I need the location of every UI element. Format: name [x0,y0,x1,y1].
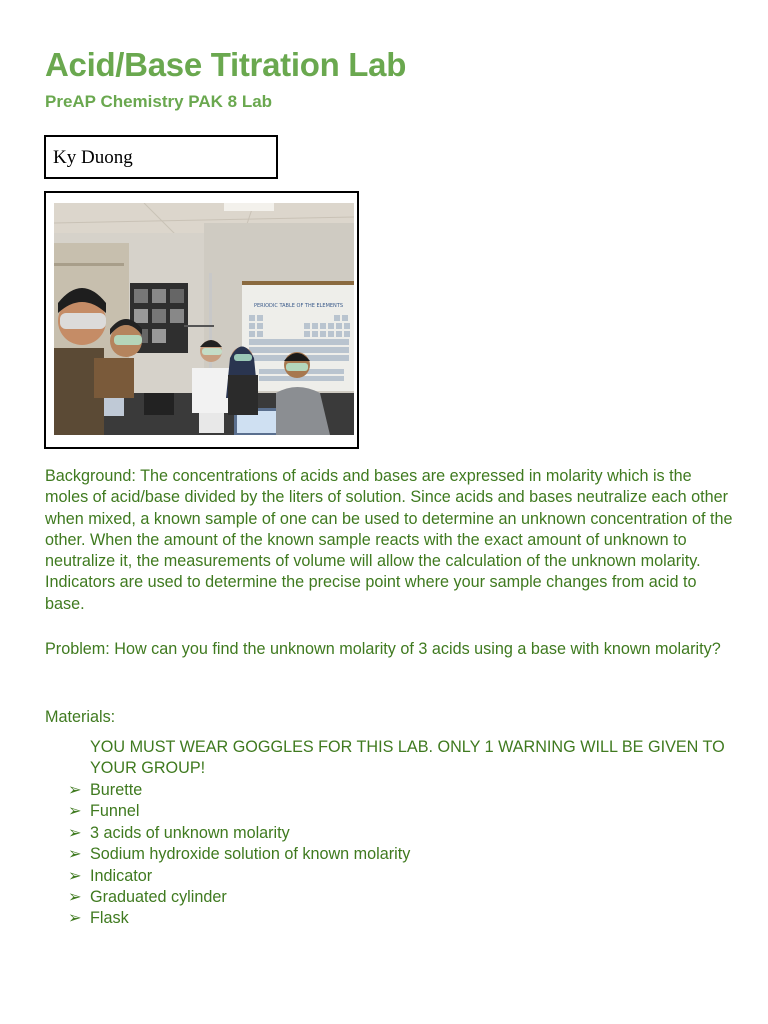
lab-group-photo [54,203,354,435]
materials-list [68,780,410,930]
background-paragraph: Background: The concentrations of acids and bases are expressed in molarity which is the moles of acid/base divided by the liters of solution. Since acids and bases neutralize each other when mixed, a known sample of one can be used to determine an unknown concentration of the other. When the amount of the known sample reacts with the exact amount of unknown to neutralize it, the measurements of volume will allow the calculation of the unknown molarity. Indicators are used to determine the precise point where your sample changes from acid to base. [45,467,733,613]
student-name-box [44,135,278,179]
list-item [68,801,410,822]
material-label: Flask [90,909,129,928]
list-item [68,866,410,887]
list-item [68,780,410,801]
arrow-bullet-icon: ➢ [68,781,82,799]
page-title: Acid/Base Titration Lab [45,46,407,83]
material-label: Graduated cylinder [90,888,227,907]
arrow-bullet-icon: ➢ [68,802,82,821]
materials-heading: Materials: [45,708,116,726]
material-label: 3 acids of unknown molarity [90,823,290,842]
material-label: Funnel [90,802,140,821]
list-item [68,844,410,865]
page-subtitle: PreAP Chemistry PAK 8 Lab [45,92,273,111]
list-item [68,823,410,844]
material-label: Indicator [90,866,153,885]
student-name: Ky Duong [53,147,133,168]
arrow-bullet-icon: ➢ [68,888,82,907]
goggles-warning: YOU MUST WEAR GOGGLES FOR THIS LAB. ONLY 1 WARNING WILL BE GIVEN TO YOUR GROUP! [90,738,725,778]
list-item [68,887,410,908]
material-label: Burette [90,781,143,799]
arrow-bullet-icon: ➢ [68,823,82,842]
arrow-bullet-icon: ➢ [68,909,82,928]
lab-photo-frame [44,191,359,449]
poster-text: PERIODIC TABLE OF THE ELEMENTS [254,303,344,309]
arrow-bullet-icon: ➢ [68,845,82,864]
material-label: Sodium hydroxide solution of known molarity [90,845,411,864]
problem-paragraph: Problem: How can you find the unknown molarity of 3 acids using a base with known molarity? [45,640,721,658]
arrow-bullet-icon: ➢ [68,866,82,885]
list-item [68,908,410,929]
